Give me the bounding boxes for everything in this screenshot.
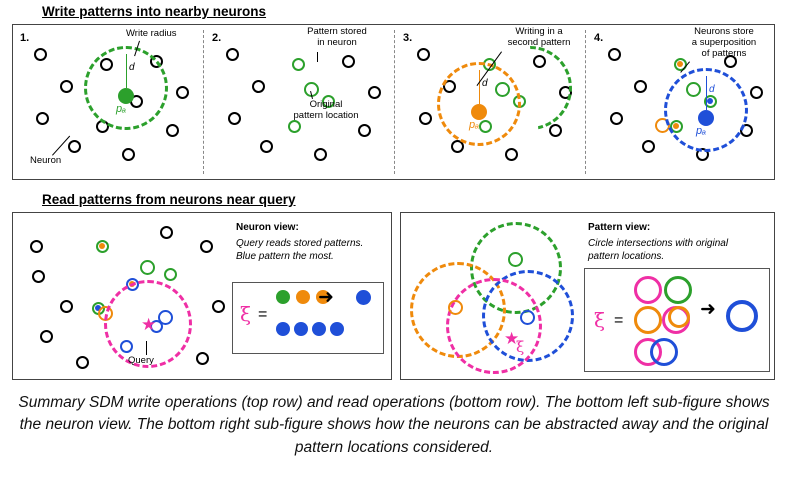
leader-line bbox=[146, 341, 147, 355]
neuron bbox=[40, 330, 53, 343]
pattern-view-description: Circle intersections with original pattern locations. bbox=[588, 238, 729, 262]
panel-divider-3 bbox=[585, 30, 586, 174]
equals-sign: = bbox=[614, 312, 624, 329]
second-pattern-label: Writing in a second pattern bbox=[507, 26, 571, 48]
bottom-section-title: Read patterns from neurons near query bbox=[42, 192, 296, 207]
original-pattern-location-blue bbox=[520, 310, 535, 325]
neuron-label: Neuron bbox=[30, 155, 62, 166]
neuron bbox=[160, 226, 173, 239]
neuron bbox=[610, 112, 623, 125]
neuron bbox=[505, 148, 518, 161]
formula-result-blue bbox=[356, 290, 371, 305]
neuron bbox=[358, 124, 371, 137]
neuron bbox=[608, 48, 621, 61]
equals-sign: = bbox=[258, 306, 268, 323]
original-pattern-location-green bbox=[140, 260, 155, 275]
radius-line bbox=[706, 76, 707, 110]
neuron bbox=[417, 48, 430, 61]
formula-dot-green bbox=[276, 290, 290, 304]
radius-symbol: d bbox=[482, 78, 488, 89]
neuron-view-heading: Neuron view: bbox=[236, 222, 299, 233]
query-star: ★ bbox=[504, 329, 520, 348]
neuron bbox=[176, 86, 189, 99]
top-section-title: Write patterns into nearby neurons bbox=[42, 4, 267, 19]
panel-divider-2 bbox=[394, 30, 395, 174]
write-radius-label: Write radius bbox=[126, 28, 177, 39]
pattern-symbol: pₐ bbox=[696, 125, 707, 137]
panel-1-number: 1. bbox=[20, 32, 30, 44]
orange-mark bbox=[677, 61, 683, 67]
superposition-label: Neurons store a superposition of patterns bbox=[691, 26, 757, 59]
pattern-point bbox=[698, 110, 714, 126]
formula-dot-blue bbox=[276, 322, 290, 336]
neuron bbox=[419, 112, 432, 125]
formula-dot-blue bbox=[330, 322, 344, 336]
pattern-view-heading: Pattern view: bbox=[588, 222, 651, 233]
arrow-icon: ➜ bbox=[318, 287, 334, 308]
orange-ring bbox=[634, 306, 662, 334]
neuron bbox=[196, 352, 209, 365]
formula-dot-orange bbox=[296, 290, 310, 304]
neuron bbox=[122, 148, 135, 161]
xi-symbol: ξ bbox=[240, 302, 252, 326]
pattern-stored-label: Pattern stored in neuron bbox=[307, 26, 367, 48]
neuron-view-description: Query reads stored patterns. Blue pattern the most. bbox=[236, 238, 364, 262]
neuron bbox=[212, 300, 225, 313]
formula-dot-blue bbox=[312, 322, 326, 336]
panel-4-number: 4. bbox=[594, 32, 604, 44]
orange-mark bbox=[99, 243, 105, 249]
neuron bbox=[68, 140, 81, 153]
arrow-icon: ➜ bbox=[700, 299, 716, 320]
formula-result-blue-ring bbox=[726, 300, 758, 332]
neuron bbox=[342, 55, 355, 68]
panel-divider-1 bbox=[203, 30, 204, 174]
neuron bbox=[76, 356, 89, 369]
radius-symbol: d bbox=[709, 84, 715, 95]
neuron bbox=[60, 80, 73, 93]
neuron bbox=[34, 48, 47, 61]
neuron bbox=[634, 80, 647, 93]
neuron bbox=[228, 112, 241, 125]
orange-ring-inner bbox=[668, 306, 690, 328]
query-xi-symbol: ξ bbox=[516, 338, 525, 356]
blue-ring bbox=[650, 338, 678, 366]
neuron bbox=[260, 140, 273, 153]
pattern-symbol: pₐ bbox=[469, 119, 480, 131]
neuron bbox=[549, 124, 562, 137]
query-star: ★ bbox=[141, 315, 157, 334]
neuron-green bbox=[164, 268, 177, 281]
neuron bbox=[60, 300, 73, 313]
neuron-stored-green bbox=[292, 58, 305, 71]
neuron bbox=[32, 270, 45, 283]
original-pattern-location-green bbox=[508, 252, 523, 267]
neuron bbox=[30, 240, 43, 253]
neuron bbox=[226, 48, 239, 61]
neuron bbox=[642, 140, 655, 153]
radius-symbol: d bbox=[129, 62, 135, 73]
neuron bbox=[200, 240, 213, 253]
pink-ring bbox=[634, 276, 662, 304]
neuron-stored-green bbox=[288, 120, 301, 133]
pattern-point bbox=[471, 104, 487, 120]
figure-caption: Summary SDM write operations (top row) and read operations (bottom row). The bottom left sub-figure shows the neuron view. The bottom right sub-figure shows how the neurons can be abstracted away and the original pattern locations considered. bbox=[18, 394, 770, 456]
query-circle bbox=[446, 278, 542, 374]
original-pattern-location-orange bbox=[448, 300, 463, 315]
neuron bbox=[314, 148, 327, 161]
neuron bbox=[750, 86, 763, 99]
neuron bbox=[252, 80, 265, 93]
original-location-label: Original pattern location bbox=[293, 99, 359, 121]
neuron bbox=[166, 124, 179, 137]
panel-3-number: 3. bbox=[403, 32, 413, 44]
leader-line bbox=[317, 52, 318, 62]
panel-2-number: 2. bbox=[212, 32, 222, 44]
formula-dot-blue bbox=[294, 322, 308, 336]
pattern-point bbox=[118, 88, 134, 104]
pattern-symbol: pₐ bbox=[116, 103, 127, 115]
neuron bbox=[36, 112, 49, 125]
xi-symbol: ξ bbox=[594, 308, 606, 332]
green-ring bbox=[664, 276, 692, 304]
radius-line bbox=[479, 70, 480, 104]
radius-line bbox=[126, 54, 127, 88]
query-label: Query bbox=[128, 355, 154, 366]
neuron bbox=[368, 86, 381, 99]
